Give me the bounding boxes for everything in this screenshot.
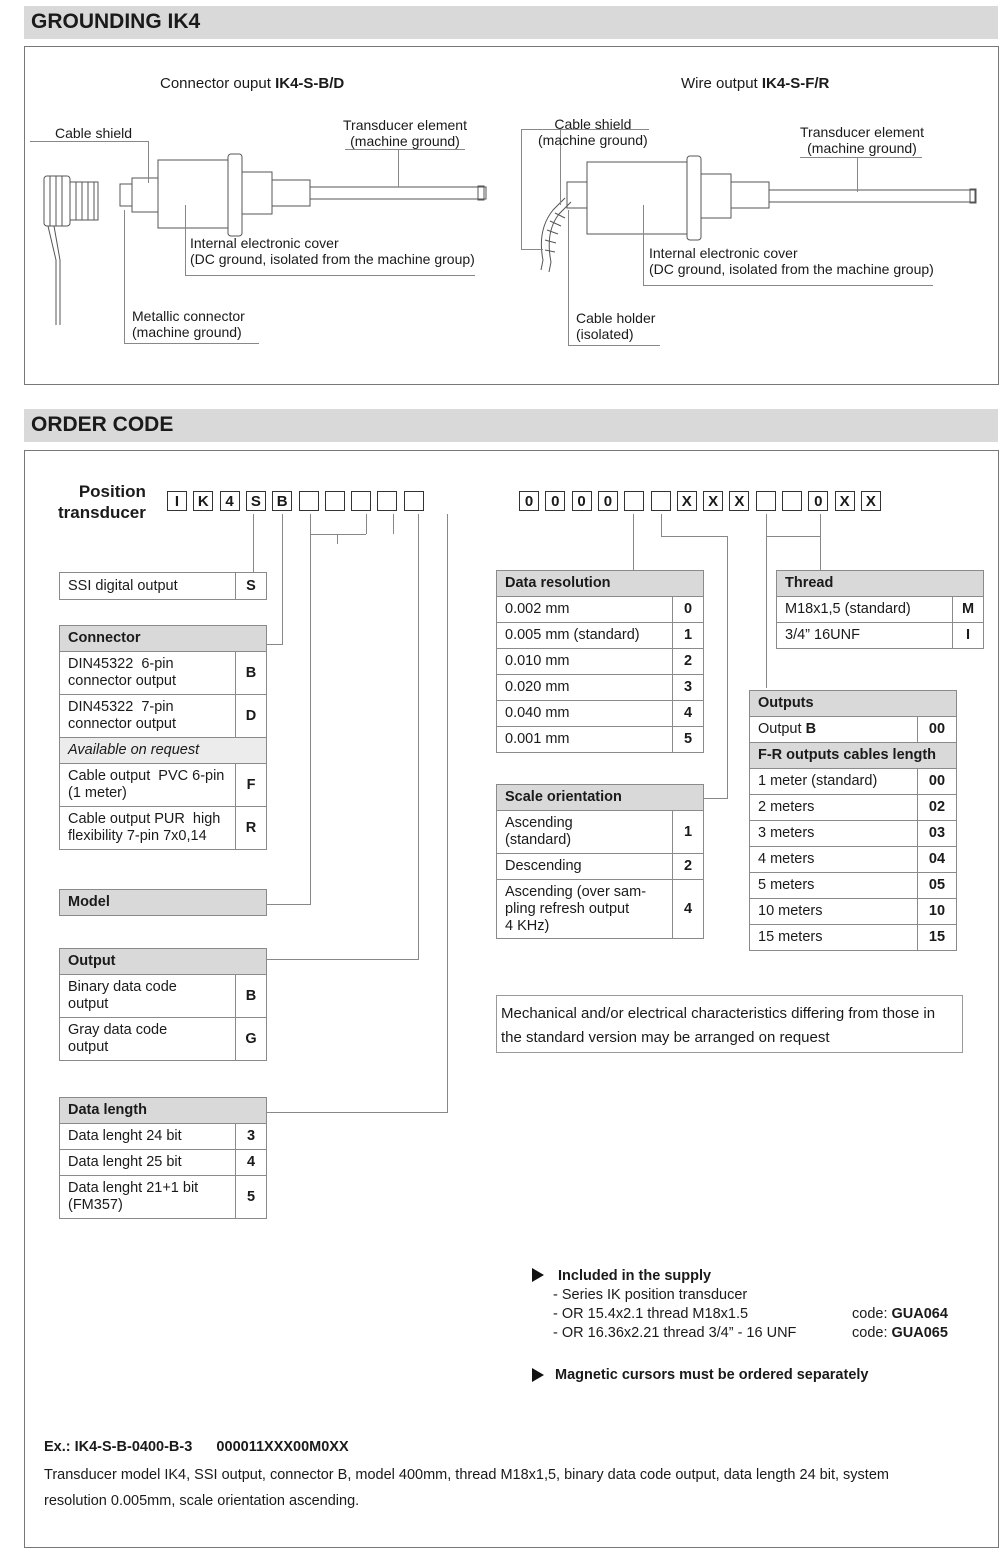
data-length-row-label: Data lenght 21+1 bit (FM357)	[60, 1176, 236, 1219]
thread-row-label: M18x1,5 (standard)	[777, 597, 953, 623]
fr-outputs-title: F-R outputs cables length	[750, 743, 957, 769]
data-resolution-row-label: 0.001 mm	[497, 727, 673, 753]
output-row-label: Binary data code output	[60, 975, 236, 1018]
cursors-note: Magnetic cursors must be ordered separately	[555, 1367, 869, 1383]
thread-title: Thread	[777, 571, 984, 597]
code-box: 0	[545, 491, 565, 511]
scale-orientation-table	[496, 784, 704, 939]
code-box	[404, 491, 424, 511]
data-length-row-code: 5	[236, 1176, 267, 1219]
connector-row-label: DIN45322 6-pin connector output	[60, 652, 236, 695]
data-resolution-row-label: 0.010 mm	[497, 649, 673, 675]
scale-orientation-row-label: Ascending (standard)	[497, 811, 673, 854]
data-length-table	[59, 1097, 267, 1219]
cable-length-row-code: 03	[918, 821, 957, 847]
supply-item: - Series IK position transducer	[553, 1287, 748, 1303]
connector-row-code: D	[236, 695, 267, 738]
data-resolution-row-code: 2	[673, 649, 704, 675]
code-box: S	[246, 491, 266, 511]
data-resolution-row-label: 0.002 mm	[497, 597, 673, 623]
code-box	[351, 491, 371, 511]
connector-table	[59, 625, 267, 850]
data-resolution-row-label: 0.020 mm	[497, 675, 673, 701]
cable-holder-label: Cable holder (isolated)	[576, 310, 656, 342]
connector-caption-model: IK4-S-B/D	[275, 75, 345, 92]
scale-orientation-row-code: 2	[673, 854, 704, 880]
code-box: 0	[598, 491, 618, 511]
right-cable-shield-label: Cable shield (machine ground)	[538, 116, 648, 148]
data-length-row-label: Data lenght 25 bit	[60, 1150, 236, 1176]
model-table	[59, 889, 267, 916]
cable-length-row-code: 00	[918, 769, 957, 795]
arrow-right-icon	[532, 1368, 544, 1382]
data-resolution-row-code: 0	[673, 597, 704, 623]
code-box: X	[861, 491, 881, 511]
data-resolution-table	[496, 570, 704, 753]
data-resolution-row-code: 5	[673, 727, 704, 753]
wire-caption-prefix: Wire output	[681, 75, 762, 92]
output-b-prefix: Output	[758, 721, 806, 737]
cable-length-row-label: 2 meters	[750, 795, 918, 821]
cable-length-row-label: 4 meters	[750, 847, 918, 873]
cable-length-row-code: 04	[918, 847, 957, 873]
special-versions-note: Mechanical and/or electrical characteristics differing from those in the standard version may be arranged on request	[496, 995, 963, 1053]
available-on-request: Available on request	[60, 738, 267, 764]
code-box: X	[729, 491, 749, 511]
data-resolution-title: Data resolution	[497, 571, 704, 597]
code-box	[624, 491, 644, 511]
code-box	[782, 491, 802, 511]
cable-length-row-code: 05	[918, 873, 957, 899]
code-box	[377, 491, 397, 511]
connector-row-code: F	[236, 764, 267, 807]
output-row-code: G	[236, 1018, 267, 1061]
left-transducer-element-label: Transducer element (machine ground)	[343, 117, 467, 149]
cable-length-row-label: 1 meter (standard)	[750, 769, 918, 795]
order-code-header	[24, 409, 998, 442]
code-box: 0	[572, 491, 592, 511]
left-internal-cover-label: Internal electronic cover (DC ground, isolated from the machine group)	[190, 235, 475, 267]
wire-caption	[681, 76, 829, 92]
output-b-code: 00	[918, 717, 957, 743]
scale-orientation-row-code: 4	[673, 880, 704, 939]
connector-row-code: R	[236, 807, 267, 850]
thread-table	[776, 570, 984, 649]
code-box: X	[677, 491, 697, 511]
ssi-code: S	[236, 573, 267, 600]
code-box: X	[835, 491, 855, 511]
output-b-letter: B	[805, 721, 817, 737]
connector-caption	[160, 76, 344, 92]
connector-caption-prefix: Connector ouput	[160, 75, 276, 92]
supply-item-code	[852, 1324, 948, 1343]
model-title: Model	[60, 890, 267, 916]
scale-orientation-title: Scale orientation	[497, 785, 704, 811]
outputs-title: Outputs	[750, 691, 957, 717]
cable-length-row-label: 3 meters	[750, 821, 918, 847]
cable-length-row-label: 10 meters	[750, 899, 918, 925]
data-resolution-row-label: 0.005 mm (standard)	[497, 623, 673, 649]
data-resolution-row-code: 3	[673, 675, 704, 701]
data-resolution-row-label: 0.040 mm	[497, 701, 673, 727]
order-code-title: ORDER CODE	[31, 413, 174, 436]
output-table	[59, 948, 267, 1061]
data-resolution-row-code: 1	[673, 623, 704, 649]
code-box: B	[272, 491, 292, 511]
supply-item-code	[852, 1305, 948, 1324]
connector-title: Connector	[60, 626, 267, 652]
example-title: Ex.: IK4-S-B-0400-B-3 000011XXX00M0XX	[44, 1439, 349, 1455]
scale-orientation-row-label: Descending	[497, 854, 673, 880]
supply-item: - OR 16.36x2.21 thread 3/4” - 16 UNF	[553, 1325, 797, 1341]
code-box: I	[167, 491, 187, 511]
ssi-table	[59, 572, 267, 600]
cable-length-row-label: 15 meters	[750, 925, 918, 951]
supply-code-prefix: code:	[852, 1325, 892, 1341]
code-box	[299, 491, 319, 511]
arrow-right-icon	[532, 1268, 544, 1282]
outputs-table	[749, 690, 957, 951]
data-resolution-row-code: 4	[673, 701, 704, 727]
code-box	[651, 491, 671, 511]
example-text: Transducer model IK4, SSI output, connector B, model 400mm, thread M18x1,5, binary data code output, data length 24 bit, system resolution 0.005mm, scale orientation ascending.	[44, 1467, 889, 1509]
supply-item: - OR 15.4x2.1 thread M18x1.5	[553, 1306, 749, 1322]
metallic-connector-label: Metallic connector (machine ground)	[132, 308, 245, 340]
data-length-row-code: 3	[236, 1124, 267, 1150]
wire-caption-model: IK4-S-F/R	[761, 75, 830, 92]
output-row-label: Gray data code output	[60, 1018, 236, 1061]
data-length-title: Data length	[60, 1098, 267, 1124]
code-box: K	[193, 491, 213, 511]
left-cable-shield-label: Cable shield	[55, 125, 133, 141]
thread-row-code: I	[953, 623, 984, 649]
thread-row-label: 3/4” 16UNF	[777, 623, 953, 649]
code-box	[756, 491, 776, 511]
code-box: X	[703, 491, 723, 511]
supply-code-prefix: code:	[852, 1306, 892, 1322]
code-box: 4	[220, 491, 240, 511]
code-box: 0	[808, 491, 828, 511]
connector-row-label: Cable output PVC 6-pin (1 meter)	[60, 764, 236, 807]
position-transducer-label: Position transducer	[58, 482, 146, 522]
output-title: Output	[60, 949, 267, 975]
scale-orientation-row-label: Ascending (over sam- pling refresh output 4 KHz)	[497, 880, 673, 939]
ssi-label: SSI digital output	[60, 573, 236, 600]
data-length-row-code: 4	[236, 1150, 267, 1176]
code-box: 0	[519, 491, 539, 511]
supply-code: GUA064	[891, 1306, 948, 1322]
output-b-label	[750, 717, 918, 743]
cable-length-row-code: 02	[918, 795, 957, 821]
output-row-code: B	[236, 975, 267, 1018]
connector-row-label: DIN45322 7-pin connector output	[60, 695, 236, 738]
thread-row-code: M	[953, 597, 984, 623]
cable-length-row-code: 15	[918, 925, 957, 951]
supply-title: Included in the supply	[558, 1268, 712, 1284]
right-transducer-element-label: Transducer element (machine ground)	[800, 124, 924, 156]
connector-row-code: B	[236, 652, 267, 695]
supply-code: GUA065	[891, 1325, 948, 1341]
grounding-header	[24, 6, 998, 39]
cable-length-row-label: 5 meters	[750, 873, 918, 899]
connector-row-label: Cable output PUR high flexibility 7-pin 7x0,14	[60, 807, 236, 850]
scale-orientation-row-code: 1	[673, 811, 704, 854]
right-internal-cover-label: Internal electronic cover (DC ground, isolated from the machine group)	[649, 245, 934, 277]
grounding-title: GROUNDING IK4	[31, 10, 201, 33]
code-box	[325, 491, 345, 511]
data-length-row-label: Data lenght 24 bit	[60, 1124, 236, 1150]
cable-length-row-code: 10	[918, 899, 957, 925]
